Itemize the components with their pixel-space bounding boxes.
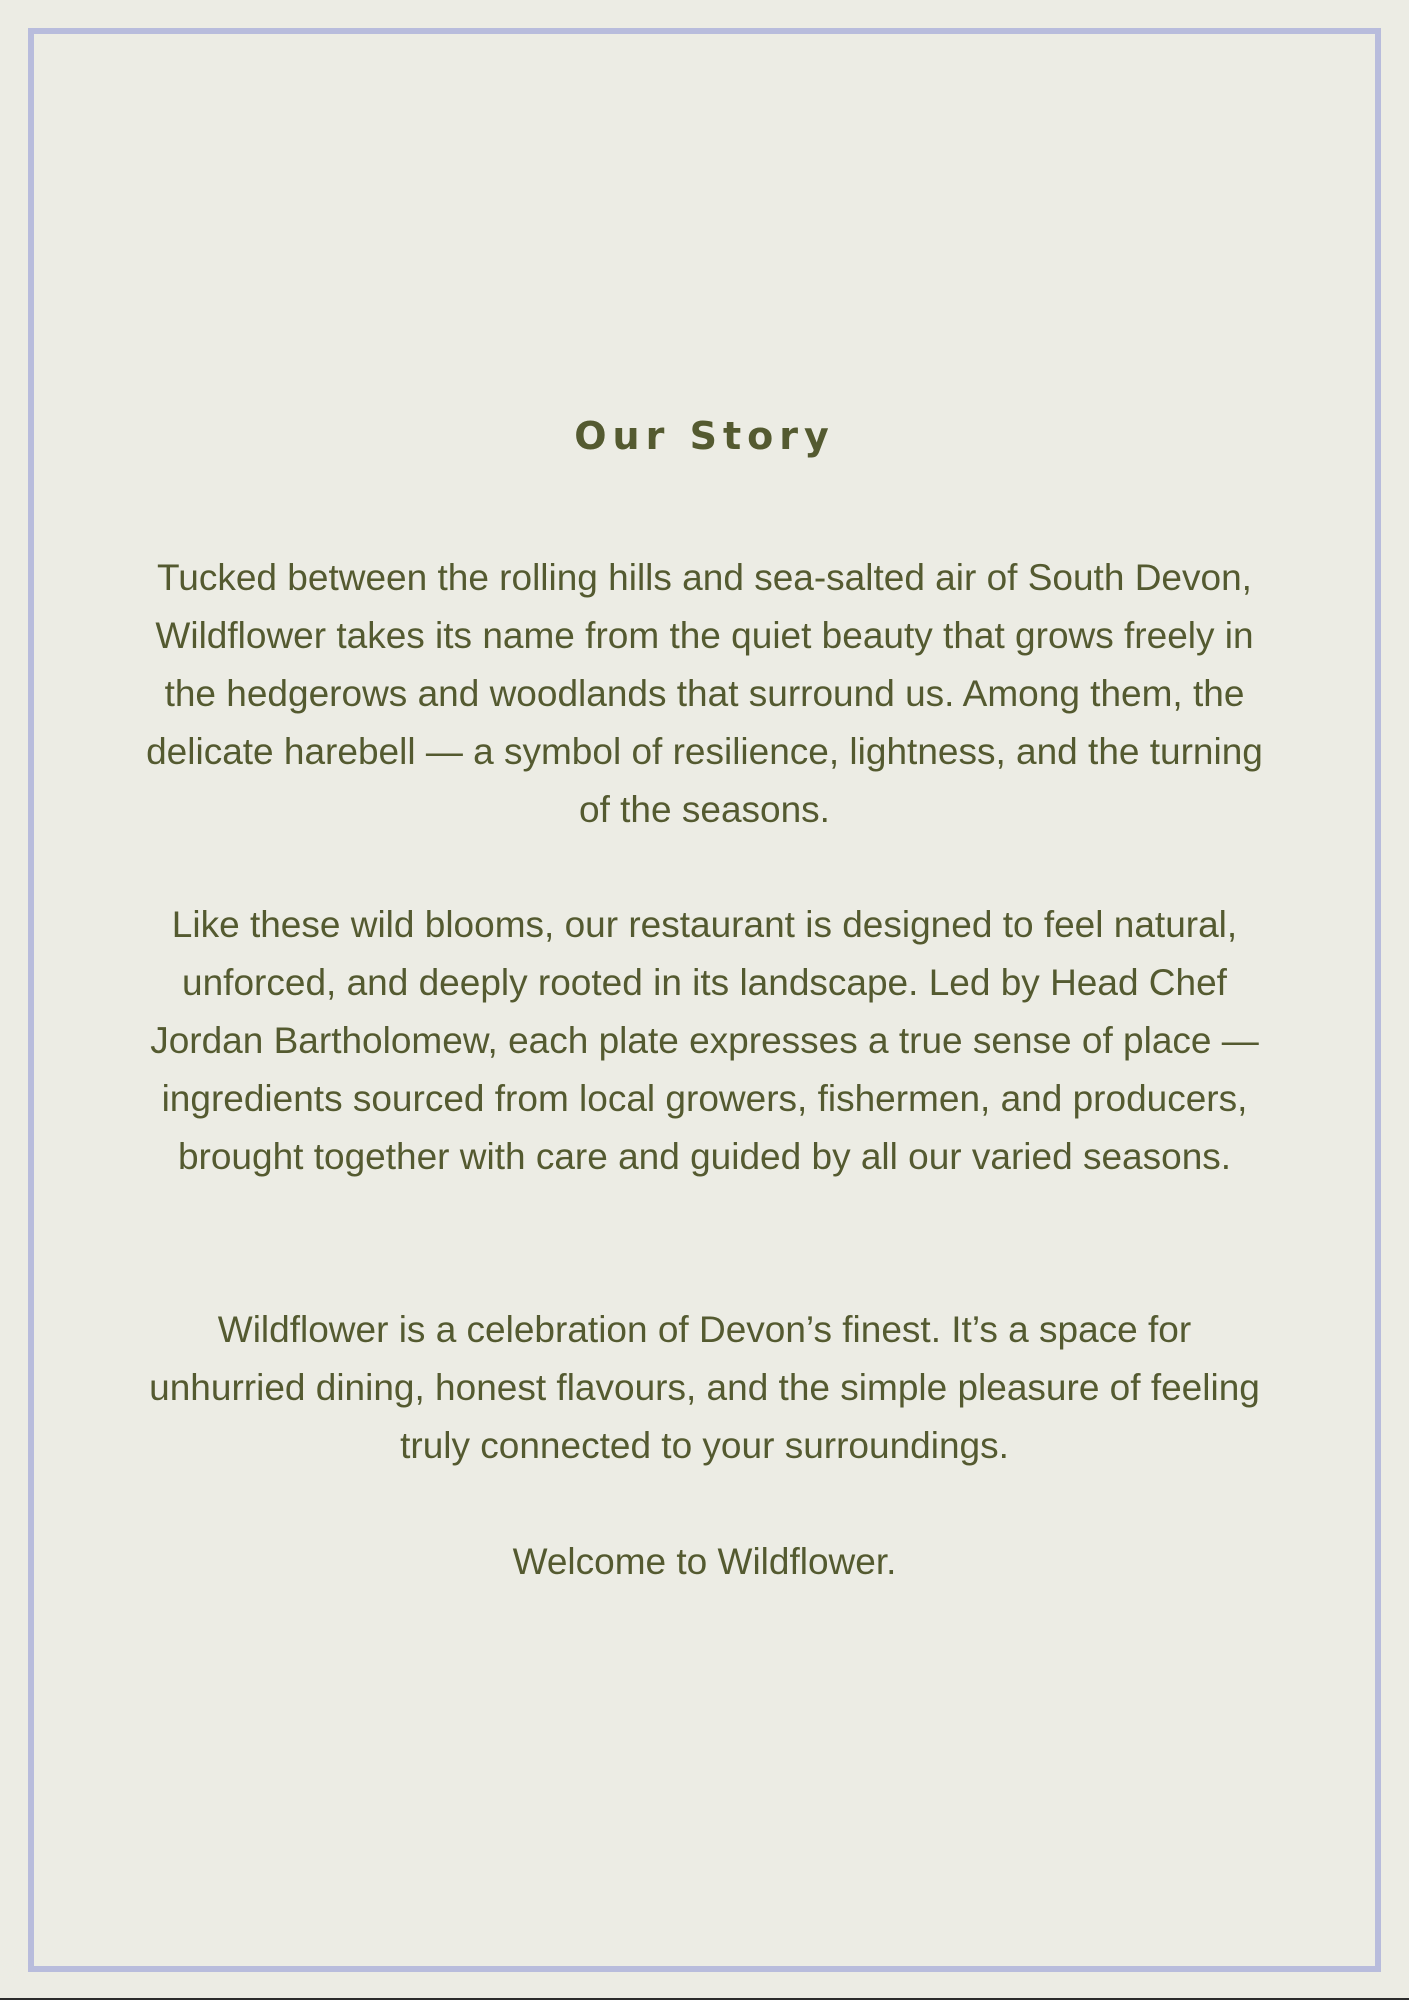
story-paragraph-restaurant: Like these wild blooms, our restaurant is designed to feel natural, unforced, and deeply rooted in its landscape. Led by Head Chef Jordan Bartholomew, each plate expresses a true sense of place — ingredients sourced from local growers, fishermen, and producers, brought together with care and guided by all our varied seasons. <box>150 904 1259 1177</box>
page-title: Our Story <box>574 414 835 458</box>
story-paragraph-welcome: Welcome to Wildflower. <box>512 1541 897 1582</box>
story-paragraph-intro: Tucked between the rolling hills and sea-salted air of South Devon, Wildflower takes its name from the quiet beauty that grows freely in the hedgerows and woodlands that surround us. Among them, the delicate harebell — a symbol of resilience, lightness, and the turning of the seasons. <box>146 557 1263 830</box>
story-paragraph-celebration: Wildflower is a celebration of Devon’s finest. It’s a space for unhurried dining, honest flavours, and the simple pleasure of feeling truly connected to your surroundings. <box>149 1309 1260 1466</box>
